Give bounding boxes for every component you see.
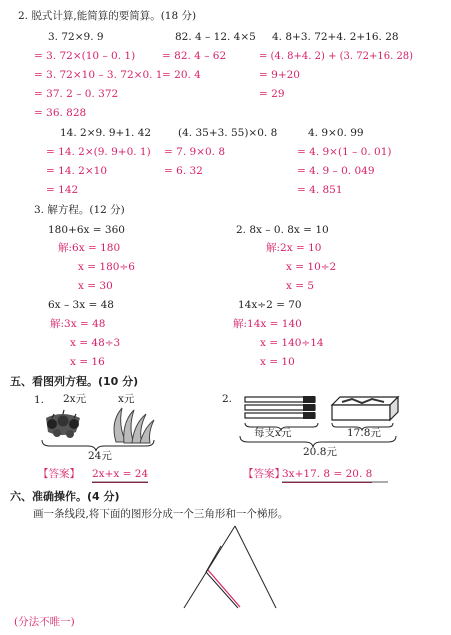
q2-c4-step2: = 14. 2×10 xyxy=(46,165,108,177)
q3-e2-step1: 解:2x = 10 xyxy=(266,242,322,254)
s6-note: (分法不唯一) xyxy=(14,616,75,628)
q3-title: 3. 解方程。(12 分) xyxy=(34,204,125,216)
q2-c6-problem: 4. 9×0. 99 xyxy=(308,127,364,139)
strawberry-icon xyxy=(46,410,80,438)
q3-e1-step2: x = 180÷6 xyxy=(78,261,135,273)
q2-c3-problem: 4. 8+3. 72+4. 2+16. 28 xyxy=(272,31,399,43)
q2-c1-step2: = 3. 72×10 – 3. 72×0. 1 xyxy=(34,69,163,81)
s6-instruction: 画一条线段,将下面的图形分成一个三角形和一个梯形。 xyxy=(33,508,289,520)
s5-p2-total: 20.8元 xyxy=(303,446,337,458)
q2-c5-problem: (4. 35+3. 55)×0. 8 xyxy=(178,127,278,139)
q2-c6-step3: = 4. 851 xyxy=(297,184,343,196)
q2-c3-step2: = 9+20 xyxy=(259,69,300,81)
q2-c1-step3: = 37. 2 – 0. 372 xyxy=(34,88,119,100)
q3-e1-step3: x = 30 xyxy=(78,280,113,292)
s5-p1-answer-label: 【答案】 xyxy=(38,468,80,480)
q2-c6-step2: = 4. 9 – 0. 049 xyxy=(297,165,375,177)
q2-c5-step2: = 6. 32 xyxy=(164,165,203,177)
brace-total-2 xyxy=(240,436,396,447)
q2-c3-step3: = 29 xyxy=(259,88,285,100)
q3-e1-step1: 解:6x = 180 xyxy=(58,242,121,254)
s5-p2-number: 2. xyxy=(222,393,233,405)
q3-e4-step2: x = 140÷14 xyxy=(260,337,324,349)
q3-e3-step3: x = 16 xyxy=(70,356,105,368)
q2-c5-step1: = 7. 9×0. 8 xyxy=(164,146,226,158)
pencil-box-icon xyxy=(332,397,398,420)
q2-c4-problem: 14. 2×9. 9+1. 42 xyxy=(60,127,152,139)
q3-e4-step3: x = 10 xyxy=(260,356,295,368)
q3-e3-problem: 6x – 3x = 48 xyxy=(48,299,114,311)
q3-e3-step1: 解:3x = 48 xyxy=(50,318,106,330)
s5-p2-answer: 3x+17. 8 = 20. 8 xyxy=(282,468,372,483)
brace-pens xyxy=(245,423,318,430)
banana-icon xyxy=(114,408,154,443)
s5-title: 五、看图列方程。(10 分) xyxy=(10,375,139,388)
q2-title: 2. 脱式计算,能简算的要简算。(18 分) xyxy=(18,10,197,22)
q3-e4-step1: 解:14x = 140 xyxy=(233,318,302,330)
s6-title: 六、准确操作。(4 分) xyxy=(10,490,120,503)
geometry-figure xyxy=(184,526,276,608)
q2-c1-step4: = 36. 828 xyxy=(34,107,87,119)
q2-c1-problem: 3. 72×9. 9 xyxy=(48,31,104,43)
q2-c2-step1: = 82. 4 – 62 xyxy=(162,50,227,62)
q3-e2-step3: x = 5 xyxy=(286,280,315,292)
q2-c1-step1: = 3. 72×(10 – 0. 1) xyxy=(34,50,136,62)
q2-c2-step2: = 20. 4 xyxy=(162,69,201,81)
pen-icon xyxy=(245,396,315,419)
brace-box xyxy=(332,423,393,430)
q2-c6-step1: = 4. 9×(1 – 0. 01) xyxy=(297,146,392,158)
q3-e2-step2: x = 10÷2 xyxy=(286,261,337,273)
q2-c3-step1: = (4. 8+4. 2) + (3. 72+16. 28) xyxy=(259,51,414,62)
q2-c2-problem: 82. 4 – 12. 4×5 xyxy=(175,31,256,43)
s5-p1-answer: 2x+x = 24 xyxy=(92,468,148,483)
q3-e2-problem: 2. 8x – 0. 8x = 10 xyxy=(236,224,329,236)
s5-p1-label-banana: x元 xyxy=(118,393,135,405)
q3-e1-problem: 180+6x = 360 xyxy=(48,224,125,236)
s5-p1-label-strawberry: 2x元 xyxy=(63,393,87,405)
q2-c4-step1: = 14. 2×(9. 9+0. 1) xyxy=(46,146,151,158)
q3-e3-step2: x = 48÷3 xyxy=(70,337,121,349)
s5-p2-label-pens: 每支x元 xyxy=(254,427,292,439)
q3-e4-problem: 14x÷2 = 70 xyxy=(238,299,302,311)
s5-p2-answer-label: 【答案】 xyxy=(243,468,285,480)
q2-c4-step3: = 142 xyxy=(46,184,79,196)
s5-p1-number: 1. xyxy=(34,394,45,406)
s5-p2-label-box: 17.8元 xyxy=(347,427,381,439)
s5-p1-total: 24元 xyxy=(88,450,112,462)
